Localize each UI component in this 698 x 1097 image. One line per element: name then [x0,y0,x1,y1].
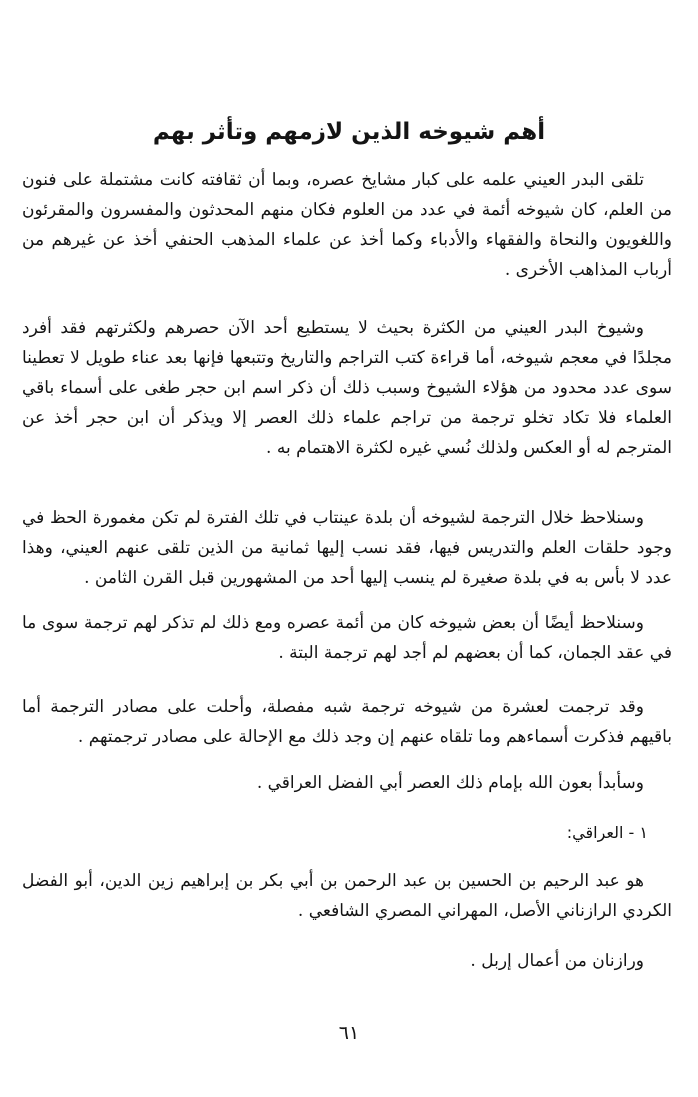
paragraph-1: تلقى البدر العيني علمه على كبار مشايخ عصره، وبما أن ثقافته كانت مشتملة على فنون من العلم، كان شيوخه أئمة في عدد من العلوم فكان منهم المحدثون والمفسرون والمقرئون واللغويون والنحاة والفقهاء والأدباء وكما أخذ عن علماء المذهب الحنفي أخذ عن غيرهم من أرباب المذاهب الأخرى . [22,170,672,280]
paragraph-5: وقد ترجمت لعشرة من شيوخه ترجمة شبه مفصلة، وأحلت على مصادر الترجمة أما باقيهم فذكرت أسماءهم وما تلقاه عنهم إن وجد ذلك مع الإحالة على مصادر ترجمتهم . [22,697,672,747]
paragraph-4: وسنلاحظ أيضًا أن بعض شيوخه كان من أئمة عصره ومع ذلك لم تذكر لهم ترجمة سوى ما في عقد الجمان، كما أن بعضهم لم أجد لهم ترجمة البتة . [22,613,672,663]
biography-heading: ١ - العراقي: [566,823,648,842]
paragraph-6: وسأبدأ بعون الله بإمام ذلك العصر أبي الفضل العراقي . [256,773,644,793]
page-number: ٦١ [338,1022,360,1044]
section-title: أهم شيوخه الذين لازمهم وتأثر بهم [152,119,546,145]
paragraph-8: ورازنان من أعمال إربل . [470,951,644,971]
paragraph-3: وسنلاحظ خلال الترجمة لشيوخه أن بلدة عينتاب في تلك الفترة لم تكن مغمورة الحظ في وجود حلقات العلم والتدريس فيها، فقد نسب إليها ثمانية من الذين تلقى عنهم العيني، وهذا عدد لا بأس به في بلدة صغيرة لم ينسب إليها أحد من المشهورين قبل القرن الثامن . [22,508,672,588]
paragraph-2: وشيوخ البدر العيني من الكثرة بحيث لا يستطيع أحد الآن حصرهم ولكثرتهم فقد أفرد مجلدًا في معجم شيوخه، أما قراءة كتب التراجم والتاريخ وتتبعها فإنها بعد عناء طويل لا تعطينا سوى عدد محدود من هؤلاء الشيوخ وسبب ذلك أن ذكر اسم ابن حجر طغى على أسماء باقي العلماء فلا تكاد تخلو ترجمة من تراجم علماء ذلك العصر إلا ويذكر أن ابن حجر أخذ عن المترجم له أو العكس ولذلك نُسي غيره لكثرة الاهتمام به . [22,318,672,458]
paragraph-7: هو عبد الرحيم بن الحسين بن عبد الرحمن بن أبي بكر بن إبراهيم زين الدين، أبو الفضل الكردي الرازناني الأصل، المهراني المصري الشافعي . [22,871,672,921]
